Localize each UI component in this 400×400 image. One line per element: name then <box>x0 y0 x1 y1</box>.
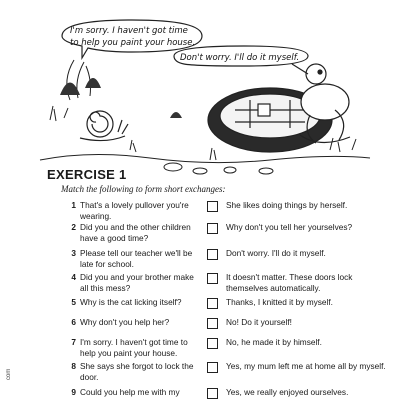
answer-checkbox[interactable] <box>207 362 218 373</box>
answer-checkbox[interactable] <box>207 298 218 309</box>
pebbles-drawing <box>164 163 273 174</box>
question-number: 6 <box>71 317 76 327</box>
exercise-instruction: Match the following to form short exchanges: <box>61 184 226 194</box>
answer-checkbox[interactable] <box>207 201 218 212</box>
question-number: 4 <box>71 272 76 282</box>
answer-text: Thanks, I knitted it by myself. <box>226 297 333 307</box>
exercise-row <box>0 387 400 400</box>
cartoon-illustration <box>30 0 375 178</box>
question-number: 2 <box>71 222 76 232</box>
speech-right-line: Don't worry. I'll do it myself. <box>180 53 300 63</box>
answer-text: No! Do it yourself! <box>226 317 292 327</box>
answer-checkbox[interactable] <box>207 338 218 349</box>
question-number: 5 <box>71 297 76 307</box>
question-number: 3 <box>71 248 76 258</box>
snail-drawing <box>80 111 128 141</box>
answer-checkbox[interactable] <box>207 249 218 260</box>
answer-checkbox[interactable] <box>207 223 218 234</box>
answer-checkbox[interactable] <box>207 318 218 329</box>
question-text: Please tell our teacher we'll be late for school. <box>80 248 193 269</box>
question-text: Could you help me with my <box>80 387 180 397</box>
answer-text: No, he made it by himself. <box>226 337 322 347</box>
question-text: Did you and your brother make all this mess? <box>80 272 194 293</box>
answer-text: Why don't you tell her yourselves? <box>226 222 353 232</box>
question-text: Why don't you help her? <box>80 317 170 327</box>
question-text: I'm sorry. I haven't got time to help you paint your house. <box>80 337 188 358</box>
speech-left-line-1: I'm sorry. I haven't got time <box>70 26 188 36</box>
speech-left-line-2: to help you paint your house. <box>70 38 196 48</box>
answer-text: Yes, we really enjoyed ourselves. <box>226 387 349 397</box>
answer-text: Yes, my mum left me at home all by myself. <box>226 361 386 371</box>
question-number: 7 <box>71 337 76 347</box>
answer-text: Don't worry. I'll do it myself. <box>226 248 326 258</box>
answer-checkbox[interactable] <box>207 388 218 399</box>
answer-text: She likes doing things by herself. <box>226 200 348 210</box>
question-text: Did you and the other children have a good time? <box>80 222 191 243</box>
question-number: 1 <box>71 200 76 210</box>
bushes-drawing <box>60 78 182 118</box>
question-text: She says she forgot to lock the door. <box>80 361 194 382</box>
question-number: 9 <box>71 387 76 397</box>
question-text: Why is the cat licking itself? <box>80 297 182 307</box>
question-text: That's a lovely pullover you're wearing. <box>80 200 189 221</box>
exercise-title: EXERCISE 1 <box>47 167 127 182</box>
margin-side-text: com <box>6 368 12 380</box>
question-number: 8 <box>71 361 76 371</box>
answer-text: It doesn't matter. These doors lock themselves automatically. <box>226 272 353 293</box>
speech-bubble-right <box>174 46 308 74</box>
answer-checkbox[interactable] <box>207 273 218 284</box>
